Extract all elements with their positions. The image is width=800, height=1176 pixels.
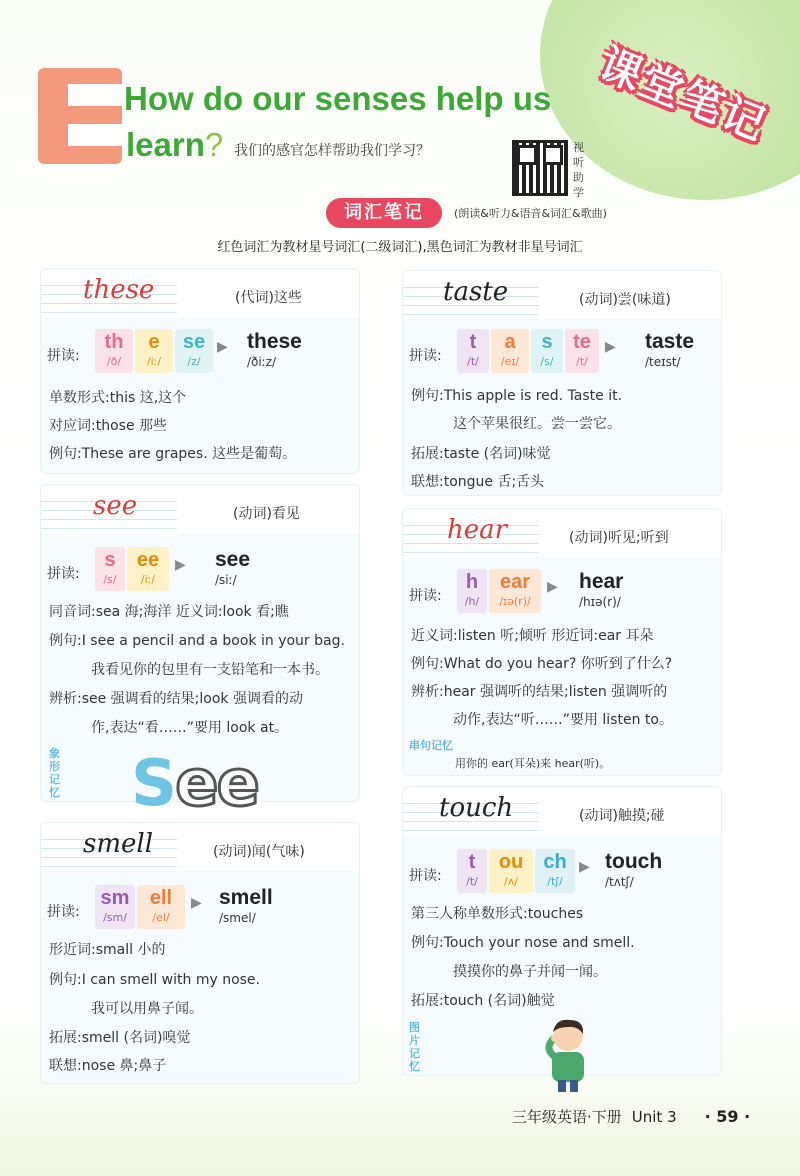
part-of-speech: (动词)看见 [233, 506, 300, 522]
note-line: 例句:Touch your nose and smell. [411, 935, 635, 951]
phonics-result [579, 569, 623, 609]
syllable [95, 329, 133, 373]
note-line: 拓展:taste (名词)味觉 [411, 446, 551, 462]
syllable-text: ee [136, 549, 160, 571]
vocab-card-smell [40, 822, 360, 1084]
phonics-result [605, 849, 662, 889]
phonics-result [219, 885, 273, 925]
card-head [403, 787, 721, 835]
syllable [457, 569, 487, 613]
phonics-label: 拼读: [409, 868, 442, 884]
syllable [127, 547, 169, 591]
note-line: 单数形式:this 这,这个 [49, 390, 187, 406]
phonics-label: 拼读: [47, 348, 80, 364]
note-line: 联想:nose 鼻;鼻子 [49, 1058, 167, 1074]
syllable-ipa: /z/ [187, 355, 201, 368]
note-line: 形近词:small 小的 [49, 942, 166, 958]
syllable [489, 849, 533, 893]
lesson-title-mark: ? [204, 126, 224, 163]
card-head [403, 271, 721, 319]
phonics-row [47, 547, 357, 597]
phonics-result [215, 547, 250, 587]
note-line: 我可以用鼻子闻。 [91, 1001, 203, 1017]
note-line: 例句:What do you hear? 你听到了什么? [411, 656, 673, 672]
see-pictograph [131, 747, 258, 821]
syllable-ipa: /iː/ [146, 355, 162, 368]
arrow-right-icon: ▶ [605, 339, 616, 355]
syllable-text: te [573, 331, 591, 353]
note-line: 动作,表达“听……”要用 listen to。 [453, 712, 673, 728]
arrow-right-icon: ▶ [547, 579, 558, 595]
result-ipa: /smel/ [219, 911, 256, 925]
eye-icon: e [175, 747, 217, 821]
note-line: 摸摸你的鼻子并闻一闻。 [453, 964, 607, 980]
phonics-label: 拼读: [409, 348, 442, 364]
vocab-word: see [93, 491, 138, 521]
syllable-ipa: /el/ [152, 911, 170, 924]
vocab-card-taste [402, 270, 722, 496]
result-ipa: /siː/ [215, 573, 237, 587]
result-word: hear [579, 570, 624, 593]
syllable [535, 849, 575, 893]
vocab-word: taste [443, 277, 509, 307]
phonics-row [47, 885, 357, 935]
syllable [457, 849, 487, 893]
part-of-speech: (代词)这些 [235, 290, 302, 306]
book-title: 三年级英语·下册 [512, 1108, 622, 1126]
note-line: 例句:I see a pencil and a book in your bag. [49, 633, 345, 649]
syllable-ipa: /ɪə(r)/ [499, 595, 531, 608]
syllable-text: se [182, 331, 206, 353]
note-line: 对应词:those 那些 [49, 418, 168, 434]
syllable-ipa: /sm/ [103, 911, 127, 924]
part-of-speech: (动词)听见;听到 [569, 530, 669, 546]
color-legend: 红色词汇为教材星号词汇(二级词汇),黑色词汇为教材非星号词汇 [217, 240, 583, 255]
syllable-ipa: /t/ [467, 355, 479, 368]
syllable [565, 329, 599, 373]
result-word: taste [645, 330, 695, 353]
card-head [403, 509, 721, 557]
note-line: 我看见你的包里有一支铅笔和一本书。 [91, 662, 329, 678]
class-notes-stamp: 课堂笔记 [592, 38, 774, 151]
lesson-number-3 [38, 68, 122, 164]
note-line: 拓展:smell (名词)嗅觉 [49, 1030, 191, 1046]
syllable-text: e [148, 331, 160, 353]
card-head [41, 485, 359, 533]
syllable-text: t [468, 851, 476, 873]
note-line: 例句:This apple is red. Taste it. [411, 388, 623, 404]
syllable-text: a [504, 331, 516, 353]
syllable [95, 547, 125, 591]
syllable-text: ou [498, 851, 524, 873]
syllable-ipa: /eɪ/ [500, 355, 520, 368]
note-line: 第三人称单数形式:touches [411, 906, 584, 922]
syllable [491, 329, 529, 373]
syllable [531, 329, 563, 373]
phonics-row [47, 329, 357, 379]
note-line: 辨析:hear 强调听的结果;listen 强调听的 [411, 684, 668, 700]
syllable-text: ear [499, 571, 531, 593]
syllable-text: h [465, 571, 479, 593]
phonics-row [409, 329, 719, 379]
result-ipa: /tʌtʃ/ [605, 875, 634, 889]
page-number: · 59 · [704, 1107, 751, 1126]
lesson-title-line2 [126, 126, 223, 164]
vocab-card-hear [402, 508, 722, 776]
syllable-ipa: /t/ [576, 355, 588, 368]
syllable [175, 329, 213, 373]
side-tag: 串句记忆 [409, 739, 453, 752]
phonics-row [409, 569, 719, 619]
syllable-text: t [469, 331, 477, 353]
syllable-text: sm [100, 887, 130, 909]
side-tag: 象形记忆 [49, 747, 60, 799]
vocab-card-see [40, 484, 360, 821]
syllable-ipa: /ð/ [106, 355, 122, 368]
side-tag: 图片记忆 [409, 1021, 420, 1073]
vocab-word: these [83, 275, 155, 305]
syllable-ipa: /tʃ/ [547, 875, 563, 888]
syllable-ipa: /t/ [466, 875, 478, 888]
unit-label: Unit 3 [631, 1108, 677, 1126]
vocab-word: touch [439, 793, 514, 823]
syllable-ipa: /s/ [540, 355, 554, 368]
note-line: 联想:tongue 舌;舌头 [411, 474, 545, 490]
result-word: touch [605, 850, 663, 873]
phonics-row [409, 849, 719, 899]
syllable [137, 885, 185, 929]
syllable [457, 329, 489, 373]
syllable-ipa: /s/ [103, 573, 117, 586]
note-line: 辨析:see 强调看的结果;look 强调看的动 [49, 691, 303, 707]
note-line: 近义词:listen 听;倾听 形近词:ear 耳朵 [411, 628, 654, 644]
result-ipa: /hɪə(r)/ [579, 595, 621, 609]
phonics-label: 拼读: [47, 904, 80, 920]
part-of-speech: (动词)尝(味道) [579, 292, 671, 308]
arrow-right-icon: ▶ [579, 859, 590, 875]
arrow-right-icon: ▶ [191, 895, 202, 911]
phonics-result [247, 329, 302, 369]
result-word: see [215, 548, 251, 571]
note-line: 例句:I can smell with my nose. [49, 972, 260, 988]
lesson-title-line1: How do our senses help us [124, 80, 552, 117]
vocab-word: smell [83, 829, 154, 859]
card-head [41, 823, 359, 871]
syllable-text: ell [149, 887, 173, 909]
note-line: 同音词:sea 海;海洋 近义词:look 看;瞧 [49, 604, 289, 620]
card-head [41, 269, 359, 317]
syllable [135, 329, 173, 373]
result-word: these [247, 330, 302, 353]
part-of-speech: (动词)闻(气味) [213, 844, 305, 860]
syllable [95, 885, 135, 929]
lesson-title-cn: 我们的感官怎样帮助我们学习？ [234, 143, 430, 159]
pictograph-letter: S [131, 747, 176, 821]
syllable-text: th [104, 331, 124, 353]
phonics-result [645, 329, 694, 369]
section-badge: 词汇笔记 [326, 198, 442, 228]
vocab-card-these [40, 268, 360, 474]
syllable-ipa: /h/ [464, 595, 480, 608]
note-line: 拓展:touch (名词)触觉 [411, 993, 555, 1009]
qr-label: 视听助学 [573, 141, 584, 199]
phonics-label: 拼读: [409, 588, 442, 604]
syllable-text: ch [543, 851, 567, 873]
note-line: 例句:These are grapes. 这些是葡萄。 [49, 446, 297, 462]
syllable-ipa: /iː/ [140, 573, 156, 586]
eye-icon: e [216, 747, 258, 821]
syllable-ipa: /ʌ/ [504, 875, 518, 888]
arrow-right-icon: ▶ [175, 557, 186, 573]
syllable-text: s [104, 549, 116, 571]
part-of-speech: (动词)触摸;碰 [579, 808, 665, 824]
memory-sentence: 用你的 ear(耳朵)来 hear(听)。 [455, 757, 611, 770]
note-line: 作,表达“看……”要用 look at。 [91, 720, 289, 736]
vocab-word: hear [447, 515, 508, 545]
lesson-title-word: learn [126, 126, 205, 163]
section-note: (朗读&听力&语音&词汇&歌曲) [454, 207, 607, 220]
syllable-text: s [541, 331, 553, 353]
syllable [489, 569, 541, 613]
phonics-label: 拼读: [47, 566, 80, 582]
arrow-right-icon: ▶ [217, 339, 228, 355]
boy-touching-face-icon [538, 1014, 598, 1094]
note-line: 这个苹果很红。尝一尝它。 [453, 416, 621, 432]
result-ipa: /ðiːz/ [247, 355, 277, 369]
result-ipa: /teɪst/ [645, 355, 681, 369]
page-footer [512, 1106, 750, 1127]
result-word: smell [219, 886, 273, 909]
qr-code-icon[interactable] [512, 140, 568, 196]
